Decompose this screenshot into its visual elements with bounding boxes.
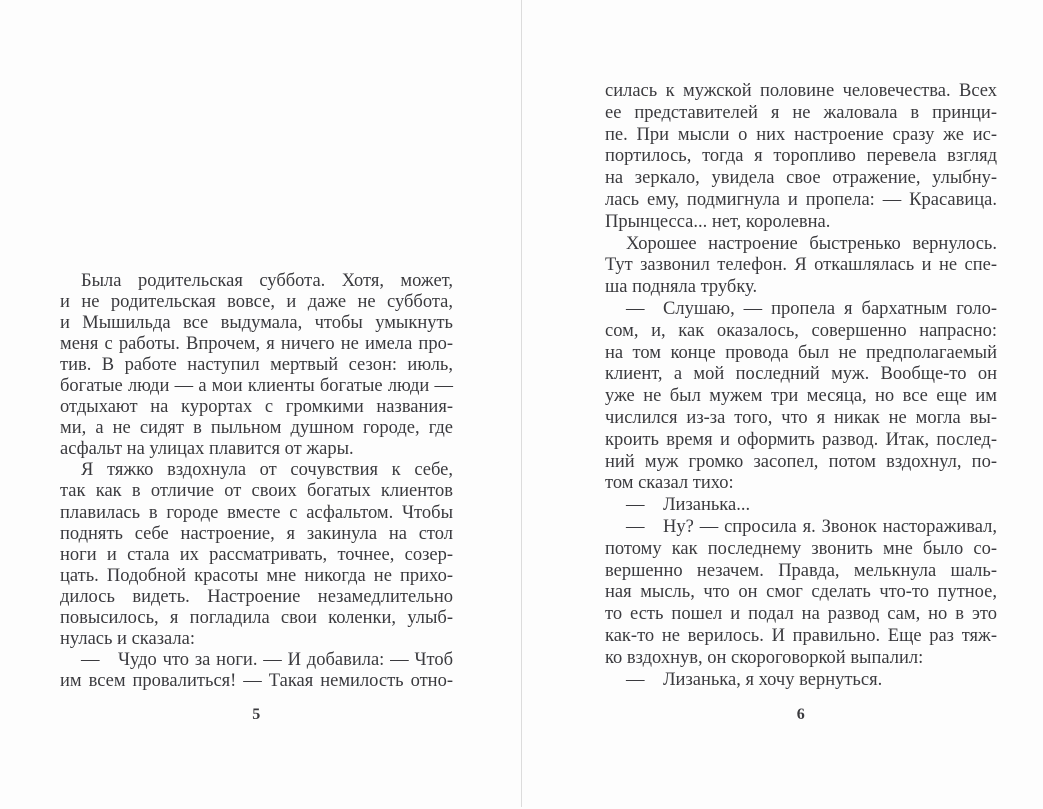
text-line: Прынцесса... нет, королевна. [605, 211, 831, 232]
text-line: клиент, а мой последний муж. Вообще-то он [605, 364, 997, 385]
text-line: пе. При мысли о них настроение сразу же ис- [605, 124, 997, 145]
text-line: — Чудо что за ноги. — И добавила: — Чтоб [81, 649, 453, 670]
page-right-text [605, 81, 997, 691]
text-line: — Лизанька, я хочу вернуться. [626, 669, 883, 690]
text-line: Хорошее настроение быстренько вернулось. [626, 233, 997, 254]
text-line: ний муж громко засопел, потом вздохнул, по- [605, 451, 997, 472]
text-line: ми, а не сидят в пыльном душном городе, где [60, 418, 453, 439]
text-line: числился из-за того, что я никак не могла вы- [605, 407, 997, 428]
text-line: сом, и, как оказалось, совершенно напрасно: [605, 320, 997, 341]
text-line: Тут зазвонил телефон. Я откашлялась и не спе- [605, 255, 997, 276]
text-line: Я тяжко вздохнула от сочувствия к себе, [81, 460, 453, 481]
text-line: Была родительская суббота. Хотя, может, [81, 271, 453, 291]
text-line: так как в отличие от своих богатых клиентов [60, 481, 453, 502]
text-line: ная мысль, что он смог сделать что-то путное, [605, 582, 997, 603]
text-line: цать. Подобной красоты мне никогда не прихо- [60, 565, 453, 586]
page-number-left: 5 [252, 706, 261, 723]
text-line: и не родительская вовсе, и даже не суббота, [60, 292, 453, 313]
text-line: на зеркало, увидела свое отражение, улыбну- [605, 168, 997, 189]
page-divider [521, 0, 522, 807]
text-line: ноги и стала их рассматривать, точнее, созер- [60, 544, 453, 565]
text-line: — Лизанька... [626, 495, 751, 516]
text-line: дилось видеть. Настроение незамедлительно [60, 586, 453, 607]
page-right [605, 0, 997, 809]
text-line: вершенно незачем. Правда, мелькнула шаль- [605, 560, 997, 581]
text-line: меня с работы. Впрочем, я ничего не имела про- [60, 334, 453, 355]
text-line: асфальт на улицах плавится от жары. [60, 439, 354, 460]
text-line: силась к мужской половине человечества. Всех [605, 81, 997, 101]
text-line: потому как последнему звонить мне было со- [605, 538, 997, 559]
text-line: — Слушаю, — пропела я бархатным голо- [626, 298, 997, 319]
text-line: — Ну? — спросила я. Звонок настораживал, [626, 516, 997, 537]
text-line: богатые люди — а мои клиенты богатые люди — [60, 376, 453, 397]
text-line: то есть пошел и подал на развод сам, но в это [605, 604, 997, 625]
page-left-text [60, 271, 453, 692]
text-line: уже не был мужем три месяца, но все еще им [605, 386, 997, 407]
text-line: и Мышильда все выдумала, чтобы умыкнуть [60, 313, 453, 334]
text-line: на том конце провода был не предполагаемый [605, 342, 997, 363]
text-line: ее представителей я не жаловала в принци- [605, 102, 997, 123]
text-line: как-то не верилось. И правильно. Еще раз тяж- [605, 625, 997, 646]
text-line: лась ему, подмигнула и пропела: — Красавица. [605, 189, 997, 210]
text-line: кроить время и оформить развод. Итак, послед- [605, 429, 997, 450]
page-number-right: 6 [796, 706, 806, 723]
text-line: том сказал тихо: [605, 473, 734, 494]
text-line: тив. В работе наступил мертвый сезон: июль, [60, 355, 453, 376]
text-line: им всем провалиться! — Такая немилость отно- [60, 670, 453, 691]
text-line: повысилось, я погладила свои коленки, улыб- [60, 607, 453, 628]
text-line: отдыхают на курортах с громкими названия- [60, 397, 453, 418]
text-line: поднять себе настроение, я закинула на стол [60, 523, 453, 544]
text-line: плавилась в городе вместе с асфальтом. Чтобы [60, 502, 453, 523]
text-line: ко вздохнув, он скороговоркой выпалил: [605, 647, 924, 668]
page-left [60, 0, 453, 809]
text-line: нулась и сказала: [60, 628, 195, 649]
text-line: портилось, тогда я торопливо перевела взгляд [605, 146, 997, 167]
text-line: ша подняла трубку. [605, 277, 758, 298]
